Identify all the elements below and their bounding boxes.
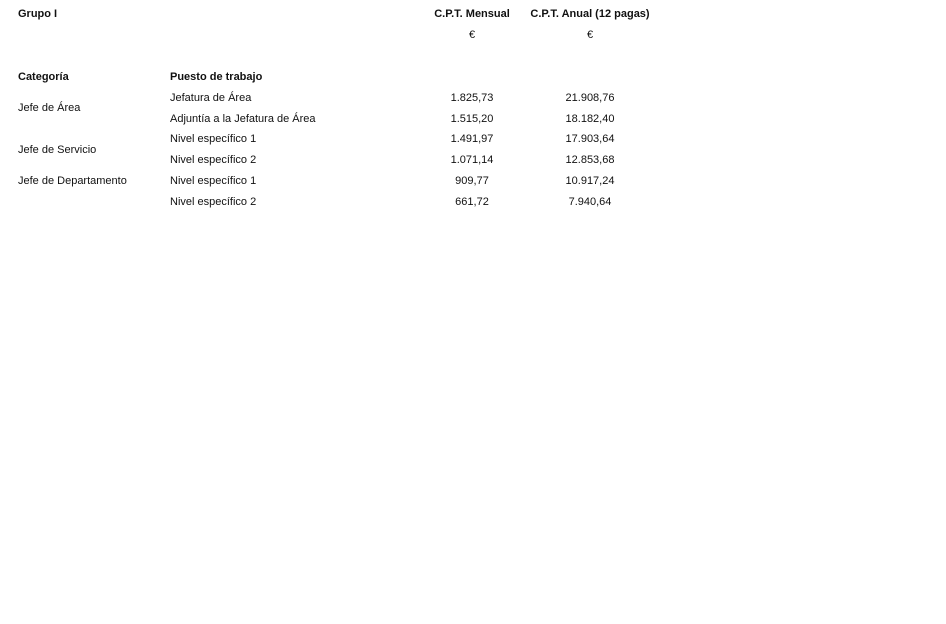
category-jefe-servicio: Jefe de Servicio	[18, 144, 97, 156]
column-header-category: Categoría	[18, 71, 69, 83]
row-annual: 17.903,64	[565, 133, 615, 145]
header-monthly: C.P.T. Mensual	[434, 8, 510, 20]
row-monthly: 661,72	[455, 196, 489, 208]
category-jefe-departamento: Jefe de Departamento	[18, 175, 127, 187]
row-annual: 10.917,24	[565, 175, 615, 187]
category-jefe-area: Jefe de Área	[18, 102, 81, 114]
row-annual: 18.182,40	[565, 113, 615, 125]
currency-monthly: €	[468, 29, 476, 41]
row-position: Adjuntía a la Jefatura de Área	[170, 113, 316, 125]
row-monthly: 1.825,73	[450, 92, 494, 104]
row-annual: 12.853,68	[565, 154, 615, 166]
row-monthly: 1.071,14	[450, 154, 494, 166]
row-annual: 21.908,76	[565, 92, 615, 104]
row-monthly: 909,77	[455, 175, 489, 187]
column-header-position: Puesto de trabajo	[170, 71, 263, 83]
row-position: Nivel específico 2	[170, 154, 257, 166]
row-monthly: 1.515,20	[450, 113, 494, 125]
row-position: Nivel específico 2	[170, 196, 257, 208]
currency-annual: €	[586, 29, 594, 41]
group-title: Grupo I	[18, 8, 58, 20]
row-position: Jefatura de Área	[170, 92, 252, 104]
row-position: Nivel específico 1	[170, 175, 257, 187]
row-monthly: 1.491,97	[450, 133, 494, 145]
row-annual: 7.940,64	[568, 196, 612, 208]
header-annual: C.P.T. Anual (12 pagas)	[530, 8, 650, 20]
row-position: Nivel específico 1	[170, 133, 257, 145]
